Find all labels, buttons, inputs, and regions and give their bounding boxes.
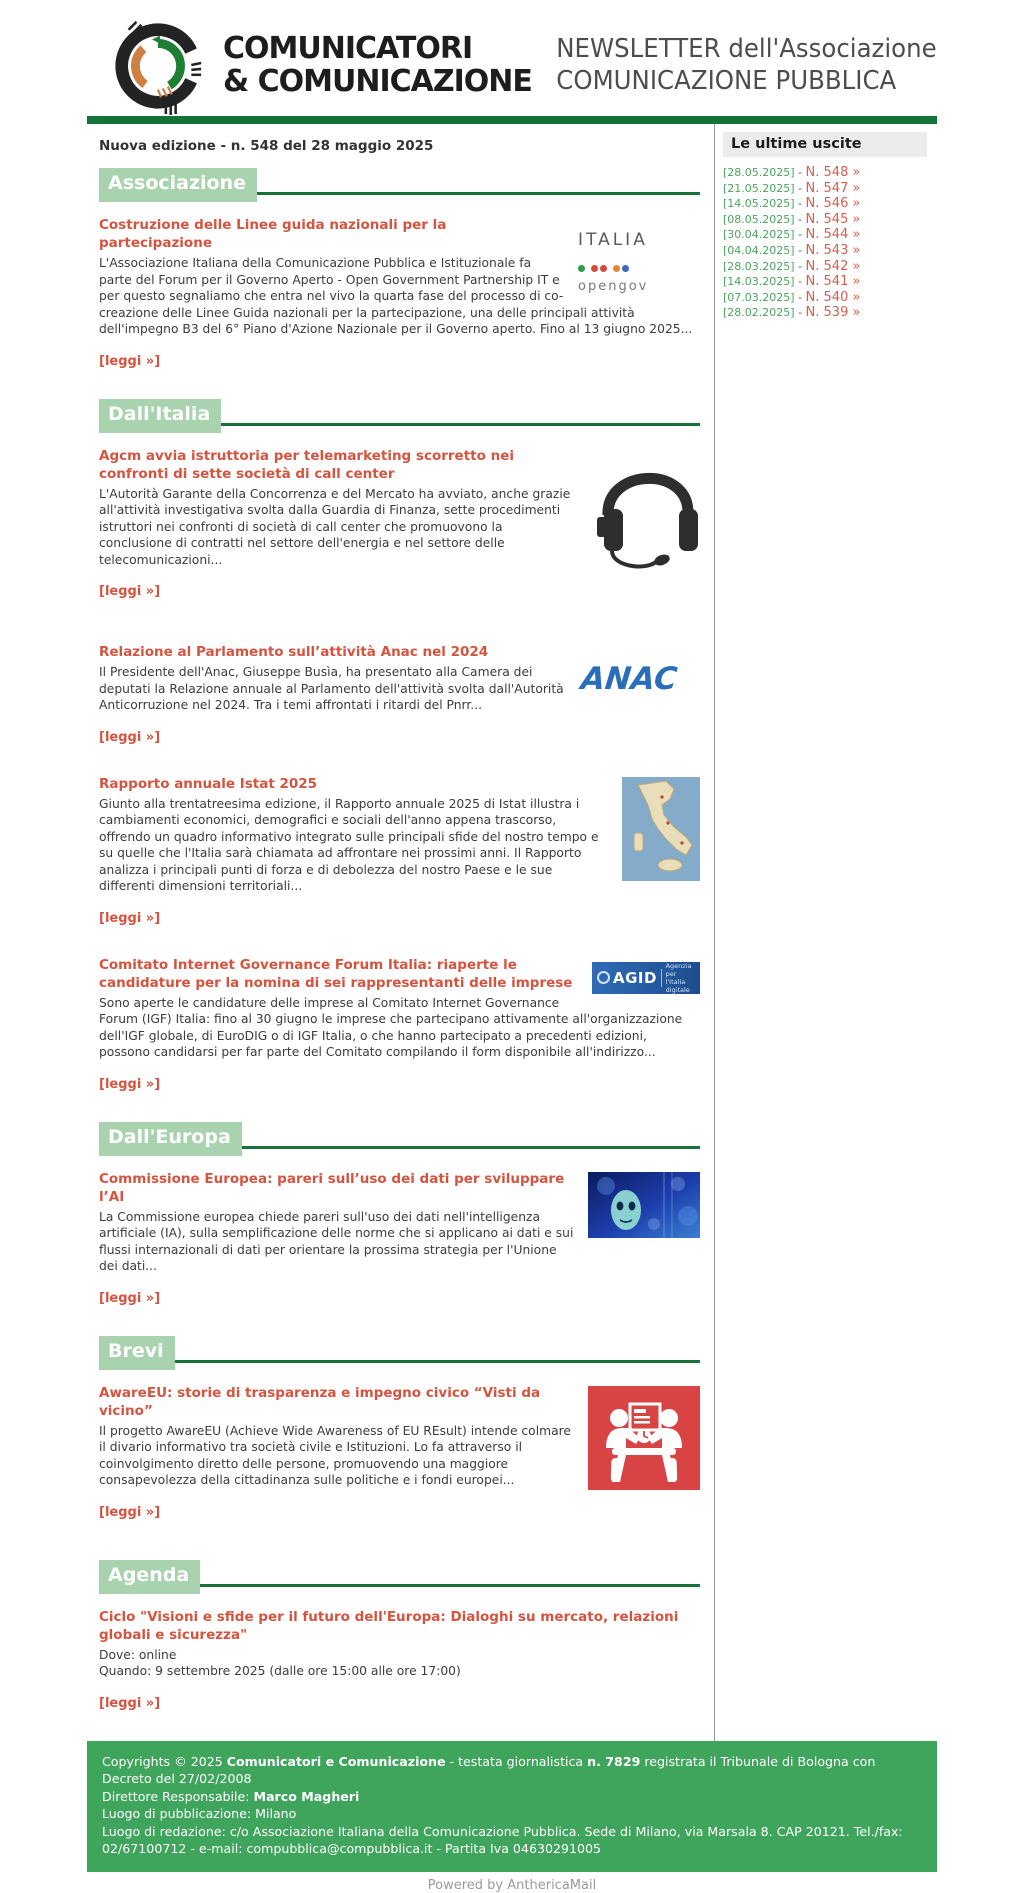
issue-date: [21.05.2025] — [723, 181, 795, 195]
anac-logo-image[interactable]: ANAC — [579, 661, 679, 697]
issue-link[interactable]: N. 540 » — [805, 289, 861, 305]
italy-map-image[interactable] — [622, 777, 700, 885]
read-more-link[interactable]: [leggi »] — [99, 910, 161, 926]
article-body: L'Associazione Italiana della Comunicazione Pubblica e Istituzionale fa parte del Forum per il Governo Aperto - Open Government Partnership IT e per questo segnaliamo che entra nel vivo la quarta fase del processo di co-creazione delle Linee Guida nazionali per la partecipazione, una delle principali attività dell'impegno B3 del 6° Piano d'Azione Nazionale per il Governo aperto. Fino al 13 giugno 2025... — [99, 256, 693, 336]
article-awareeu — [99, 1384, 700, 1520]
ai-image[interactable] — [588, 1172, 700, 1242]
issue-link[interactable]: N. 548 » — [805, 165, 861, 180]
edition-title: Nuova edizione - n. 548 del 28 maggio 2025 — [99, 138, 434, 154]
issue-item: [14.03.2025] - N. 541 » — [723, 274, 861, 290]
section-header-dalleuropa — [99, 1122, 700, 1156]
issue-link[interactable]: N. 541 » — [805, 274, 861, 290]
issue-date: [14.05.2025] — [723, 197, 795, 211]
section-label: Dall'Europa — [99, 1122, 242, 1156]
issue-item: [14.05.2025] - N. 546 » — [723, 196, 861, 212]
article-title[interactable]: AwareEU: storie di trasparenza e impegno civico “Visti da vicino” — [99, 1384, 541, 1419]
opengov-italia-logo-image[interactable] — [578, 218, 700, 295]
article-agenda-event — [99, 1608, 700, 1711]
read-more-link[interactable]: [leggi »] — [99, 584, 161, 599]
read-more-link[interactable]: [leggi »] — [99, 353, 161, 369]
footer — [87, 1741, 937, 1872]
header — [87, 14, 937, 116]
latest-issues-list — [723, 165, 927, 321]
section-rule — [242, 1146, 700, 1149]
agid-divider — [661, 969, 662, 987]
latest-issues-sidebar — [715, 124, 937, 1741]
section-rule — [175, 1360, 700, 1363]
article-title[interactable]: Costruzione delle Linee guida nazionali per la partecipazione — [99, 217, 447, 251]
issue-item: [07.03.2025] - N. 540 » — [723, 289, 861, 305]
issue-link[interactable]: N. 544 » — [805, 227, 861, 243]
footer-copyright-line: Copyrights © 2025 Comunicatori e Comunicazione - testata giornalistica n. 7829 registrata il Tribunale di Bologna con Decreto del 27/02/2008 — [102, 1753, 876, 1786]
section-header-agenda — [99, 1560, 700, 1594]
issue-date: [14.03.2025] — [723, 275, 795, 289]
article-body: L'Autorità Garante della Concorrenza e del Mercato ha avviato, anche grazie all'attività investigativa svolta dalla Guardia di Finanza, sette procedimenti istruttori nei confronti di società di call center che promuovono la conclusione di contratti nel settore dell'energia e nel settore delle telecomunicazioni... — [99, 486, 571, 567]
issue-date: [28.02.2025] — [723, 306, 795, 320]
association-logo-icon — [109, 14, 207, 116]
powered-by-label: Powered by AnthericaMail — [427, 1877, 597, 1893]
section-header-brevi — [99, 1336, 700, 1370]
issue-date: [30.04.2025] — [723, 228, 795, 242]
brand-title — [223, 32, 532, 98]
article-title[interactable]: Commissione Europea: pareri sull’uso dei dati per sviluppare l’AI — [99, 1170, 565, 1205]
newsletter-page — [87, 14, 937, 1893]
article-istat — [99, 775, 700, 926]
issue-link[interactable]: N. 543 » — [805, 242, 861, 258]
opengov-italia-label: ITALIA — [578, 230, 648, 250]
agid-label: AGID — [613, 968, 657, 987]
issue-item: [21.05.2025] - N. 547 » — [723, 180, 861, 196]
article-linee-guida — [99, 216, 700, 369]
section-label: Brevi — [99, 1336, 175, 1370]
section-label: Agenda — [99, 1560, 200, 1594]
read-more-link[interactable]: [leggi »] — [99, 1076, 161, 1092]
section-rule — [200, 1584, 700, 1587]
article-title[interactable]: Comitato Internet Governance Forum Italia: riaperte le candidature per la nomina di sei rappresentanti delle imprese — [99, 956, 573, 991]
issue-date: [28.05.2025] — [723, 166, 795, 179]
section-label: Associazione — [99, 168, 257, 202]
issue-link[interactable]: N. 542 » — [805, 258, 861, 274]
newsletter-title — [556, 33, 936, 97]
article-body: La Commissione europea chiede pareri sull'uso dei dati nell'intelligenza artificiale (IA), sulla semplificazione delle norme che si applicano ai dati e sui flussi internazionali di dati per orientare la prossima strategia per l'Unione dei dati... — [99, 1209, 574, 1273]
issue-item: [08.05.2025] - N. 545 » — [723, 211, 861, 227]
newsletter-line1: NEWSLETTER dell'Associazione — [556, 34, 937, 64]
issue-link[interactable]: N. 539 » — [805, 305, 861, 321]
issue-item: [28.05.2025] - N. 548 » — [723, 165, 861, 180]
article-agcm — [99, 447, 700, 600]
article-title[interactable]: Relazione al Parlamento sull’attività Anac nel 2024 — [99, 644, 489, 660]
sidebar-title: Le ultime uscite — [723, 132, 927, 157]
article-title[interactable]: Rapporto annuale Istat 2025 — [99, 775, 318, 792]
footer-address-line: Luogo di redazione: c/o Associazione Italiana della Comunicazione Pubblica. Sede di Milano, via Marsala 8. CAP 20121. Tel./fax: 02/67100712 - e-mail: compubblica@compubblica.it - Partita Iva 04630291005 — [102, 1823, 903, 1856]
agid-ring-icon — [597, 971, 610, 984]
event-location: Dove: online — [99, 1647, 177, 1662]
article-title[interactable]: Agcm avvia istruttoria per telemarketing scorretto nei confronti di sette società di call center — [99, 447, 514, 482]
article-body: Giunto alla trentatreesima edizione, il Rapporto annuale 2025 di Istat illustra i cambiamenti economici, demografici e sociali dell'anno appena trascorso, offrendo un quadro informativo integrato sulle principali sfide del nostro tempo e su quelle che l'Italia sarà chiamata ad affrontare nei prossimi anni. Il Rapporto analizza i principali punti di forza e di debolezza del nostro Paese e le sue differenti dimensioni territoriali... — [99, 796, 599, 893]
issue-date: [28.03.2025] — [723, 259, 795, 273]
section-label: Dall'Italia — [99, 399, 221, 433]
agid-logo-image[interactable] — [592, 962, 700, 994]
awareeu-image[interactable] — [588, 1386, 700, 1494]
event-datetime: Quando: 9 settembre 2025 (dalle ore 15:00 alle ore 17:00) — [99, 1664, 461, 1678]
section-rule — [257, 192, 700, 195]
section-header-dallitalia — [99, 399, 700, 433]
footer-publication-line: Luogo di pubblicazione: Milano — [102, 1806, 297, 1821]
article-body: Il Presidente dell'Anac, Giuseppe Busìa, ha presentato alla Camera dei deputati la Relazione annuale al Parlamento dell'attività svolta dall'Autorità Anticorruzione nel 2024. Tra i temi affrontati i ritardi del Pnrr... — [99, 665, 564, 712]
brand-line2: & COMUNICAZIONE — [223, 64, 532, 99]
headset-image[interactable] — [592, 449, 700, 575]
issue-date: [04.04.2025] — [723, 243, 795, 257]
agid-subtitle: Agenzia per l'Italia digitale — [665, 961, 692, 994]
newsletter-line2: COMUNICAZIONE PUBBLICA — [556, 66, 897, 96]
footer-director-line: Direttore Responsabile: Marco Magheri — [102, 1788, 360, 1804]
issue-link[interactable]: N. 545 » — [805, 211, 861, 227]
opengov-label: opengov — [578, 279, 649, 294]
article-igf — [99, 956, 700, 1092]
section-rule — [221, 423, 700, 426]
articles-column — [87, 124, 715, 1741]
article-title[interactable]: Ciclo "Visioni e sfide per il futuro dell'Europa: Dialoghi su mercato, relazioni globali e sicurezza" — [99, 1608, 679, 1643]
opengov-dots-icon — [578, 257, 631, 276]
read-more-link[interactable]: [leggi »] — [99, 729, 161, 745]
issue-date: [07.03.2025] — [723, 290, 795, 304]
read-more-link[interactable]: [leggi »] — [99, 1290, 161, 1306]
read-more-link[interactable]: [leggi »] — [99, 1504, 161, 1520]
issue-item: [28.03.2025] - N. 542 » — [723, 258, 861, 274]
issue-date: [08.05.2025] — [723, 212, 795, 226]
issue-link[interactable]: N. 547 » — [805, 180, 861, 196]
main-content-row — [87, 124, 937, 1741]
issue-link[interactable]: N. 546 » — [805, 196, 861, 212]
article-body: Sono aperte le candidature delle imprese al Comitato Internet Governance Forum (IGF) Italia: fino al 30 giugno le imprese che partecipano attivamente all'organizzazione dell'IGF globale, di EuroDIG o di IGF Italia, o che hanno partecipato a precedenti edizioni, possono candidarsi per far parte del Comitato compilando il form disponibile all'indirizzo... — [99, 995, 683, 1059]
article-commissione — [99, 1170, 700, 1306]
article-anac — [99, 643, 700, 745]
header-divider-bar — [87, 116, 937, 124]
read-more-link[interactable]: [leggi »] — [99, 1695, 161, 1711]
issue-item: [28.02.2025] - N. 539 » — [723, 305, 861, 321]
issue-item: [30.04.2025] - N. 544 » — [723, 227, 861, 243]
issue-item: [04.04.2025] - N. 543 » — [723, 242, 861, 258]
article-body: Il progetto AwareEU (Achieve Wide Awareness of EU REsult) intende colmare il divario informativo tra società civile e Istituzioni. Lo fa attraverso il coinvolgimento diretto delle persone, promuovendo una maggiore consapevolezza della cittadinanza sulle politiche e i fondi europei... — [99, 1423, 571, 1487]
brand-line1: COMUNICATORI — [223, 31, 473, 66]
section-header-associazione — [99, 168, 700, 202]
